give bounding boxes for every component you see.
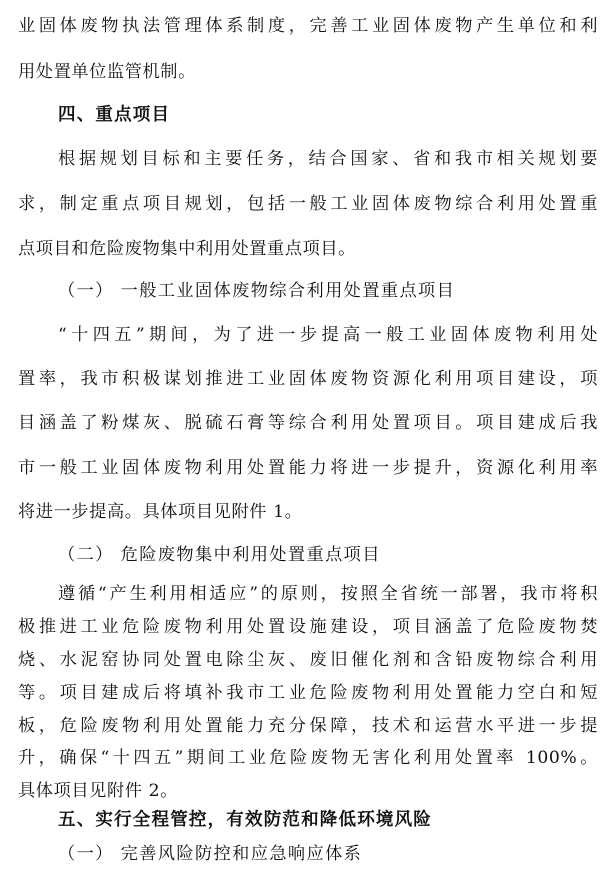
subsection-heading: （一） 一般工业固体废物综合利用处置重点项目: [58, 281, 456, 301]
paragraph-line: 点项目和危险废物集中利用处置重点项目。: [18, 239, 356, 259]
paragraph-line: “十四五”期间，为了进一步提高一般工业固体废物利用处: [58, 325, 598, 345]
paragraph-line: 板，危险废物利用处置能力充分保障，技术和运营水平进一步提: [18, 716, 598, 736]
paragraph-line: 极推进工业危险废物利用处置设施建设，项目涵盖了危险废物焚: [18, 617, 598, 637]
paragraph-line: 置率，我市积极谋划推进工业固体废物资源化利用项目建设，项: [18, 369, 598, 389]
section-heading: 四、重点项目: [58, 105, 171, 125]
paragraph-line: 根据规划目标和主要任务，结合国家、省和我市相关规划要: [58, 149, 598, 169]
paragraph-line: 目涵盖了粉煤灰、脱硫石膏等综合利用处置项目。项目建成后我: [18, 413, 598, 433]
paragraph-line: 升，确保“十四五”期间工业危险废物无害化利用处置率 100%。: [18, 748, 598, 768]
paragraph-line: 求，制定重点项目规划，包括一般工业固体废物综合利用处置重: [18, 194, 598, 214]
paragraph-line: 等。项目建成后将填补我市工业危险废物利用处置能力空白和短: [18, 683, 598, 703]
section-heading: 五、实行全程管控，有效防范和降低环境风险: [58, 810, 432, 830]
paragraph-line: 具体项目见附件 2。: [18, 781, 178, 801]
paragraph-line: 将进一步提高。具体项目见附件 1。: [18, 502, 303, 522]
paragraph-line: 烧、水泥窑协同处置电除尘灰、废旧催化剂和含铅废物综合利用: [18, 650, 598, 670]
subsection-heading: （一） 完善风险防控和应急响应体系: [58, 844, 363, 864]
paragraph-line: 业固体废物执法管理体系制度，完善工业固体废物产生单位和利: [18, 16, 598, 36]
paragraph-line: 遵循“产生利用相适应”的原则，按照全省统一部署，我市将积: [58, 584, 598, 604]
paragraph-line: 用处置单位监管机制。: [18, 62, 196, 82]
paragraph-line: 市一般工业固体废物利用处置能力将进一步提升，资源化利用率: [18, 458, 598, 478]
subsection-heading: （二） 危险废物集中利用处置重点项目: [58, 545, 381, 565]
